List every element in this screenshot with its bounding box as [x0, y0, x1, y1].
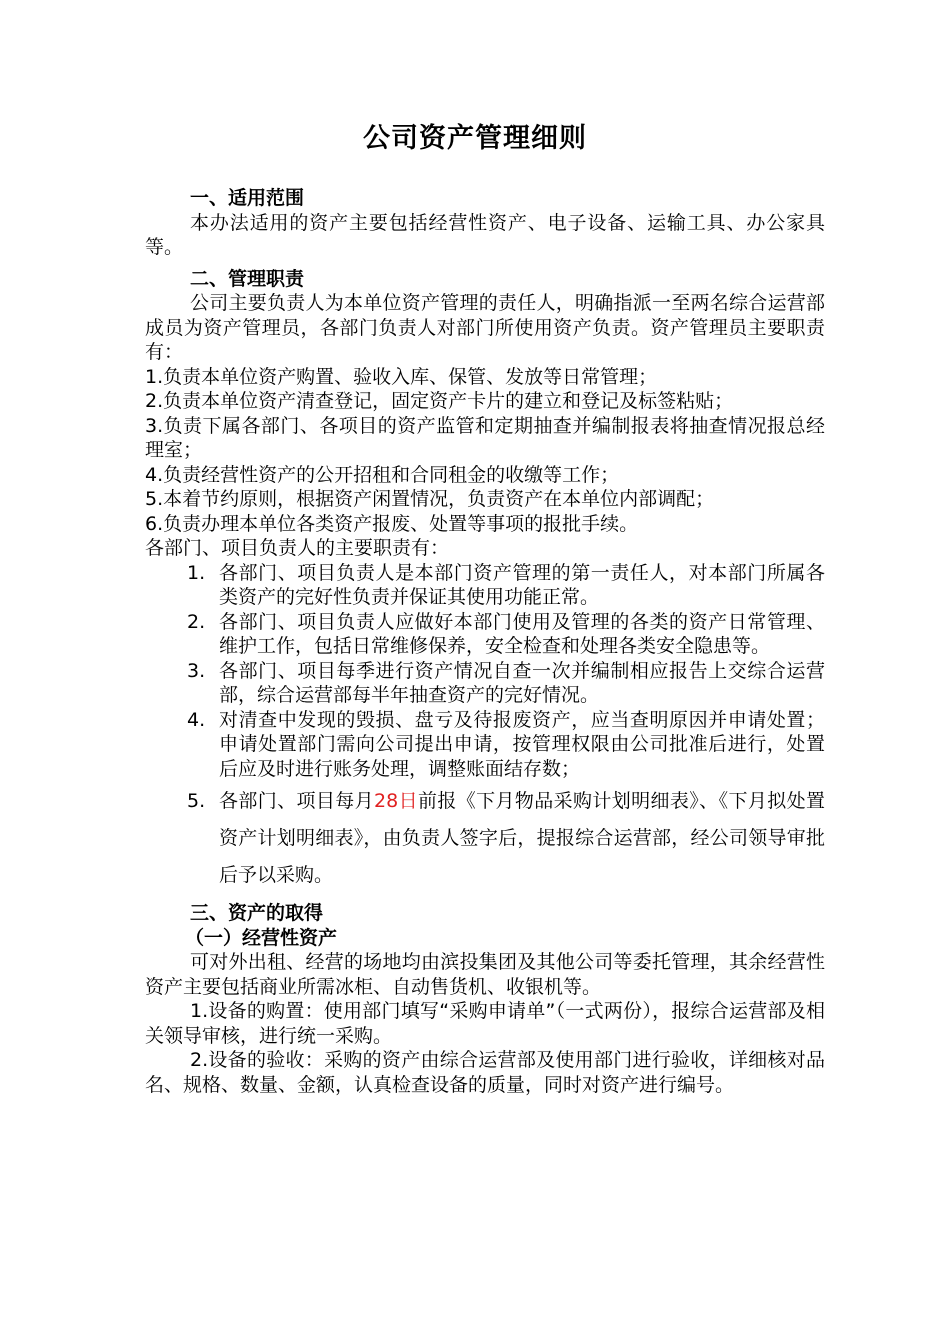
list-item-number: 5. — [187, 790, 206, 812]
section2-intro: 公司主要负责人为本单位资产管理的责任人，明确指派一至两名综合运营部成员为资产管理员，各部门负责人对部门所使用资产负责。资产管理员主要职责有： — [145, 292, 825, 363]
list-item-text: 各部门、项目负责人应做好本部门使用及管理的各类的资产日常管理、维护工作，包括日常维修保养，安全检查和处理各类安全隐患等。 — [219, 610, 825, 657]
list-item-text-before: 各部门、项目每月 — [219, 790, 375, 812]
highlight-date: 28日 — [374, 790, 418, 812]
document-body — [145, 186, 825, 1097]
list-item — [187, 708, 825, 782]
admin-duty: 6.负责办理本单位各类资产报废、处置等事项的报批手续。 — [145, 512, 639, 535]
section3-subheading: （一）经营性资产 — [185, 926, 338, 949]
list-item-text: 各部门、项目负责人是本部门资产管理的第一责任人，对本部门所属各类资产的完好性负责并保证其使用功能正常。 — [219, 561, 825, 608]
list-item-number: 1. — [187, 561, 206, 584]
section3-heading: 三、资产的取得 — [190, 902, 324, 924]
list-item-text: 对清查中发现的毁损、盘亏及待报废资产，应当查明原因并申请处置；申请处置部门需向公司提出申请，按管理权限由公司批准后进行，处置后应及时进行账务处理，调整账面结存数； — [219, 708, 825, 780]
section3-para: 可对外出租、经营的场地均由滨投集团及其他公司等委托管理，其余经营性资产主要包括商业所需冰柜、自动售货机、收银机等。 — [145, 951, 825, 998]
list-item — [187, 610, 825, 659]
list-item-number: 3. — [187, 659, 206, 682]
list-item-number: 2. — [187, 610, 206, 633]
section1-body: 本办法适用的资产主要包括经营性资产、电子设备、运输工具、办公家具等。 — [145, 211, 825, 258]
list-item-text: 各部门、项目每季进行资产情况自查一次并编制相应报告上交综合运营部，综合运营部每半年抽查资产的完好情况。 — [219, 659, 825, 706]
section2-heading: 二、管理职责 — [190, 267, 305, 290]
list-item — [187, 561, 825, 610]
list-item — [187, 659, 825, 708]
list-item-text-after: 前报《下月物品采购计划明细表》、《下月拟处置资产计划明细表》，由负责人签字后，提报综合运营部，经公司领导审批后予以采购。 — [219, 790, 825, 886]
admin-duty: 5.本着节约原则，根据资产闲置情况，负责资产在本单位内部调配； — [145, 488, 715, 510]
section1-heading: 一、适用范围 — [190, 187, 305, 209]
page-title: 公司资产管理细则 — [363, 123, 587, 154]
section3-para: 1.设备的购置：使用部门填写“采购申请单”（一式两份），报综合运营部及相关领导审核，进行统一采购。 — [145, 1000, 825, 1047]
admin-duty: 3.负责下属各部门、各项目的资产监管和定期抽查并编制报表将抽查情况报总经理室； — [145, 414, 825, 461]
admin-duty: 1.负责本单位资产购置、验收入库、保管、发放等日常管理； — [145, 365, 658, 388]
admin-duty: 4.负责经营性资产的公开招租和合同租金的收缴等工作； — [145, 463, 620, 486]
admin-duty: 2.负责本单位资产清查登记，固定资产卡片的建立和登记及标签粘贴； — [145, 390, 734, 412]
dept-duties-list — [187, 561, 825, 895]
list-item — [187, 783, 825, 894]
section3-para: 2.设备的验收：采购的资产由综合运营部及使用部门进行验收，详细核对品名、规格、数量、金额，认真检查设备的质量，同时对资产进行编号。 — [145, 1049, 825, 1096]
list-item-number: 4. — [187, 708, 206, 731]
dept-duties-intro: 各部门、项目负责人的主要职责有： — [145, 537, 450, 559]
